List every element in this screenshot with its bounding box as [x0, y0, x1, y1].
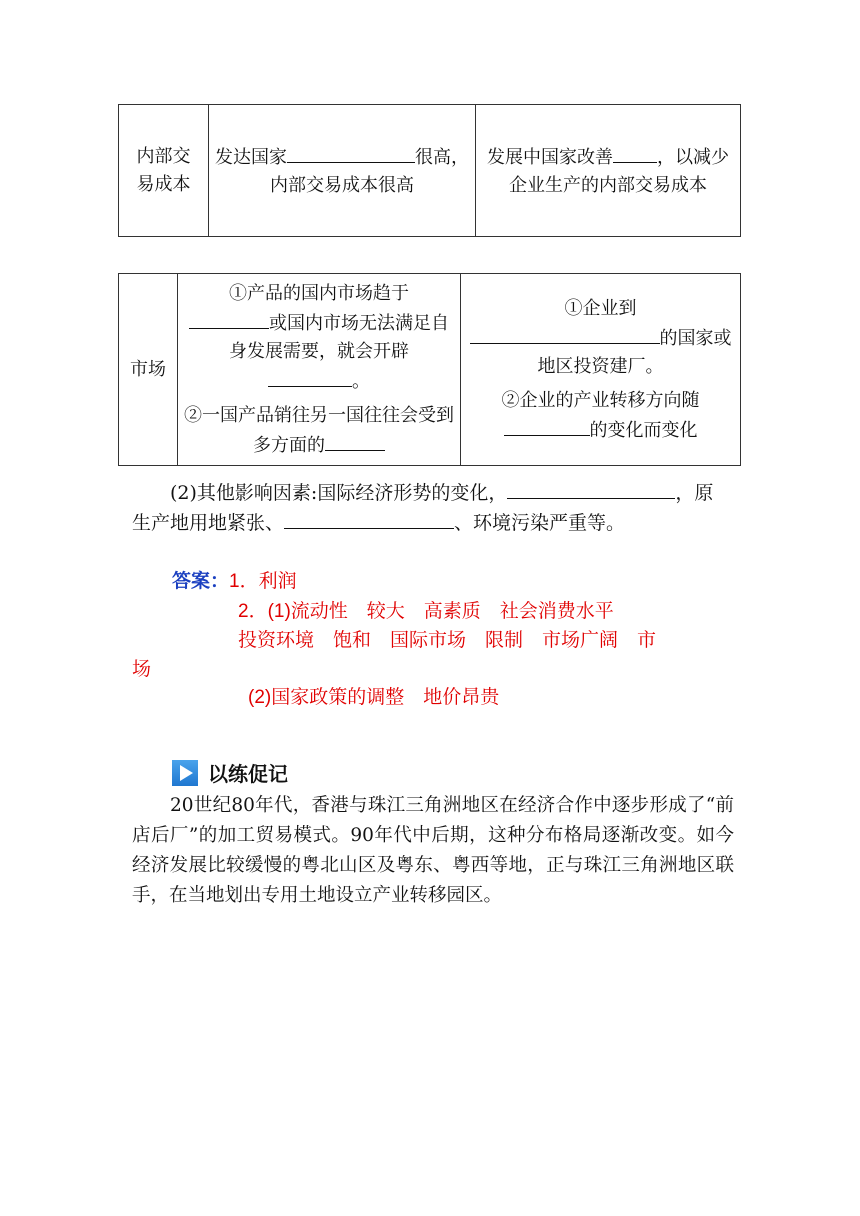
row-label-text: 内部交易成本 — [136, 145, 191, 195]
answer-line-3b: 场 — [132, 659, 152, 680]
section-title: 以练促记 — [208, 764, 288, 786]
other-factors-text — [132, 478, 732, 538]
text-segment: ，原生产地用地紧张、 — [132, 482, 714, 534]
cell-text: 发展中国家改善 — [487, 146, 613, 168]
cell-text: ①产品的国内市场趋于 — [229, 282, 409, 304]
answer-text: 1．利润 — [229, 571, 297, 592]
fill-blank[interactable] — [287, 142, 415, 163]
answer-label: 答案： — [172, 571, 230, 592]
market-col3-cell — [461, 274, 741, 466]
answer-line-2: 2．(1)流动性 较大 高素质 社会消费水平 — [238, 601, 614, 622]
cell-text: 或国内市场无法满足自身发展需要，就会开辟 — [229, 312, 449, 362]
fill-blank[interactable] — [284, 508, 454, 529]
transaction-cost-table — [118, 104, 741, 237]
cell-text: 很高，内部交易成本很高 — [270, 146, 469, 196]
market-table — [118, 273, 741, 466]
answer-line-4: (2)国家政策的调整 地价昂贵 — [248, 687, 500, 708]
fill-blank[interactable] — [470, 323, 660, 344]
developing-country-cell — [476, 105, 741, 237]
play-triangle-icon — [172, 760, 198, 786]
cell-text: ①企业到 — [564, 297, 637, 319]
cell-text: ②企业的产业转移方向随 — [501, 389, 700, 411]
text-segment: 、环境污染严重等。 — [454, 512, 626, 534]
cell-text: 发达国家 — [215, 146, 287, 168]
cell-text: ，以减少企业生产的内部交易成本 — [509, 146, 729, 196]
cell-text: 的国家或地区投资建厂。 — [537, 327, 732, 377]
developed-country-cell — [209, 105, 476, 237]
cell-text: 。 — [352, 370, 370, 392]
answer-line-1 — [172, 567, 297, 597]
cell-text: 的变化而变化 — [589, 419, 698, 441]
fill-blank[interactable] — [507, 478, 675, 499]
row-label-market: 市场 — [119, 274, 178, 466]
fill-blank[interactable] — [325, 430, 385, 451]
market-col2-cell — [178, 274, 461, 466]
answer-line-3: 投资环境 饱和 国际市场 限制 市场广阔 市 — [238, 630, 657, 651]
practice-paragraph: 20世纪80年代，香港与珠江三角洲地区在经济合作中逐步形成了“前店后厂”的加工贸易模式。90年代中后期，这种分布格局逐渐改变。如今经济发展比较缓慢的粤北山区及粤东、粤西等地，正与珠江三角洲地区联手，在当地划出专用土地设立产业转移园区。 — [132, 795, 734, 906]
fill-blank[interactable] — [613, 142, 657, 163]
fill-blank[interactable] — [504, 415, 590, 436]
section-header — [172, 758, 288, 787]
row-label-transaction-cost — [119, 105, 209, 237]
fill-blank[interactable] — [189, 308, 269, 329]
text-segment: (2)其他影响因素:国际经济形势的变化， — [170, 482, 508, 504]
fill-blank[interactable] — [268, 366, 352, 387]
cell-text: ②一国产品销往另一国往往会受到多方面的 — [184, 404, 454, 456]
